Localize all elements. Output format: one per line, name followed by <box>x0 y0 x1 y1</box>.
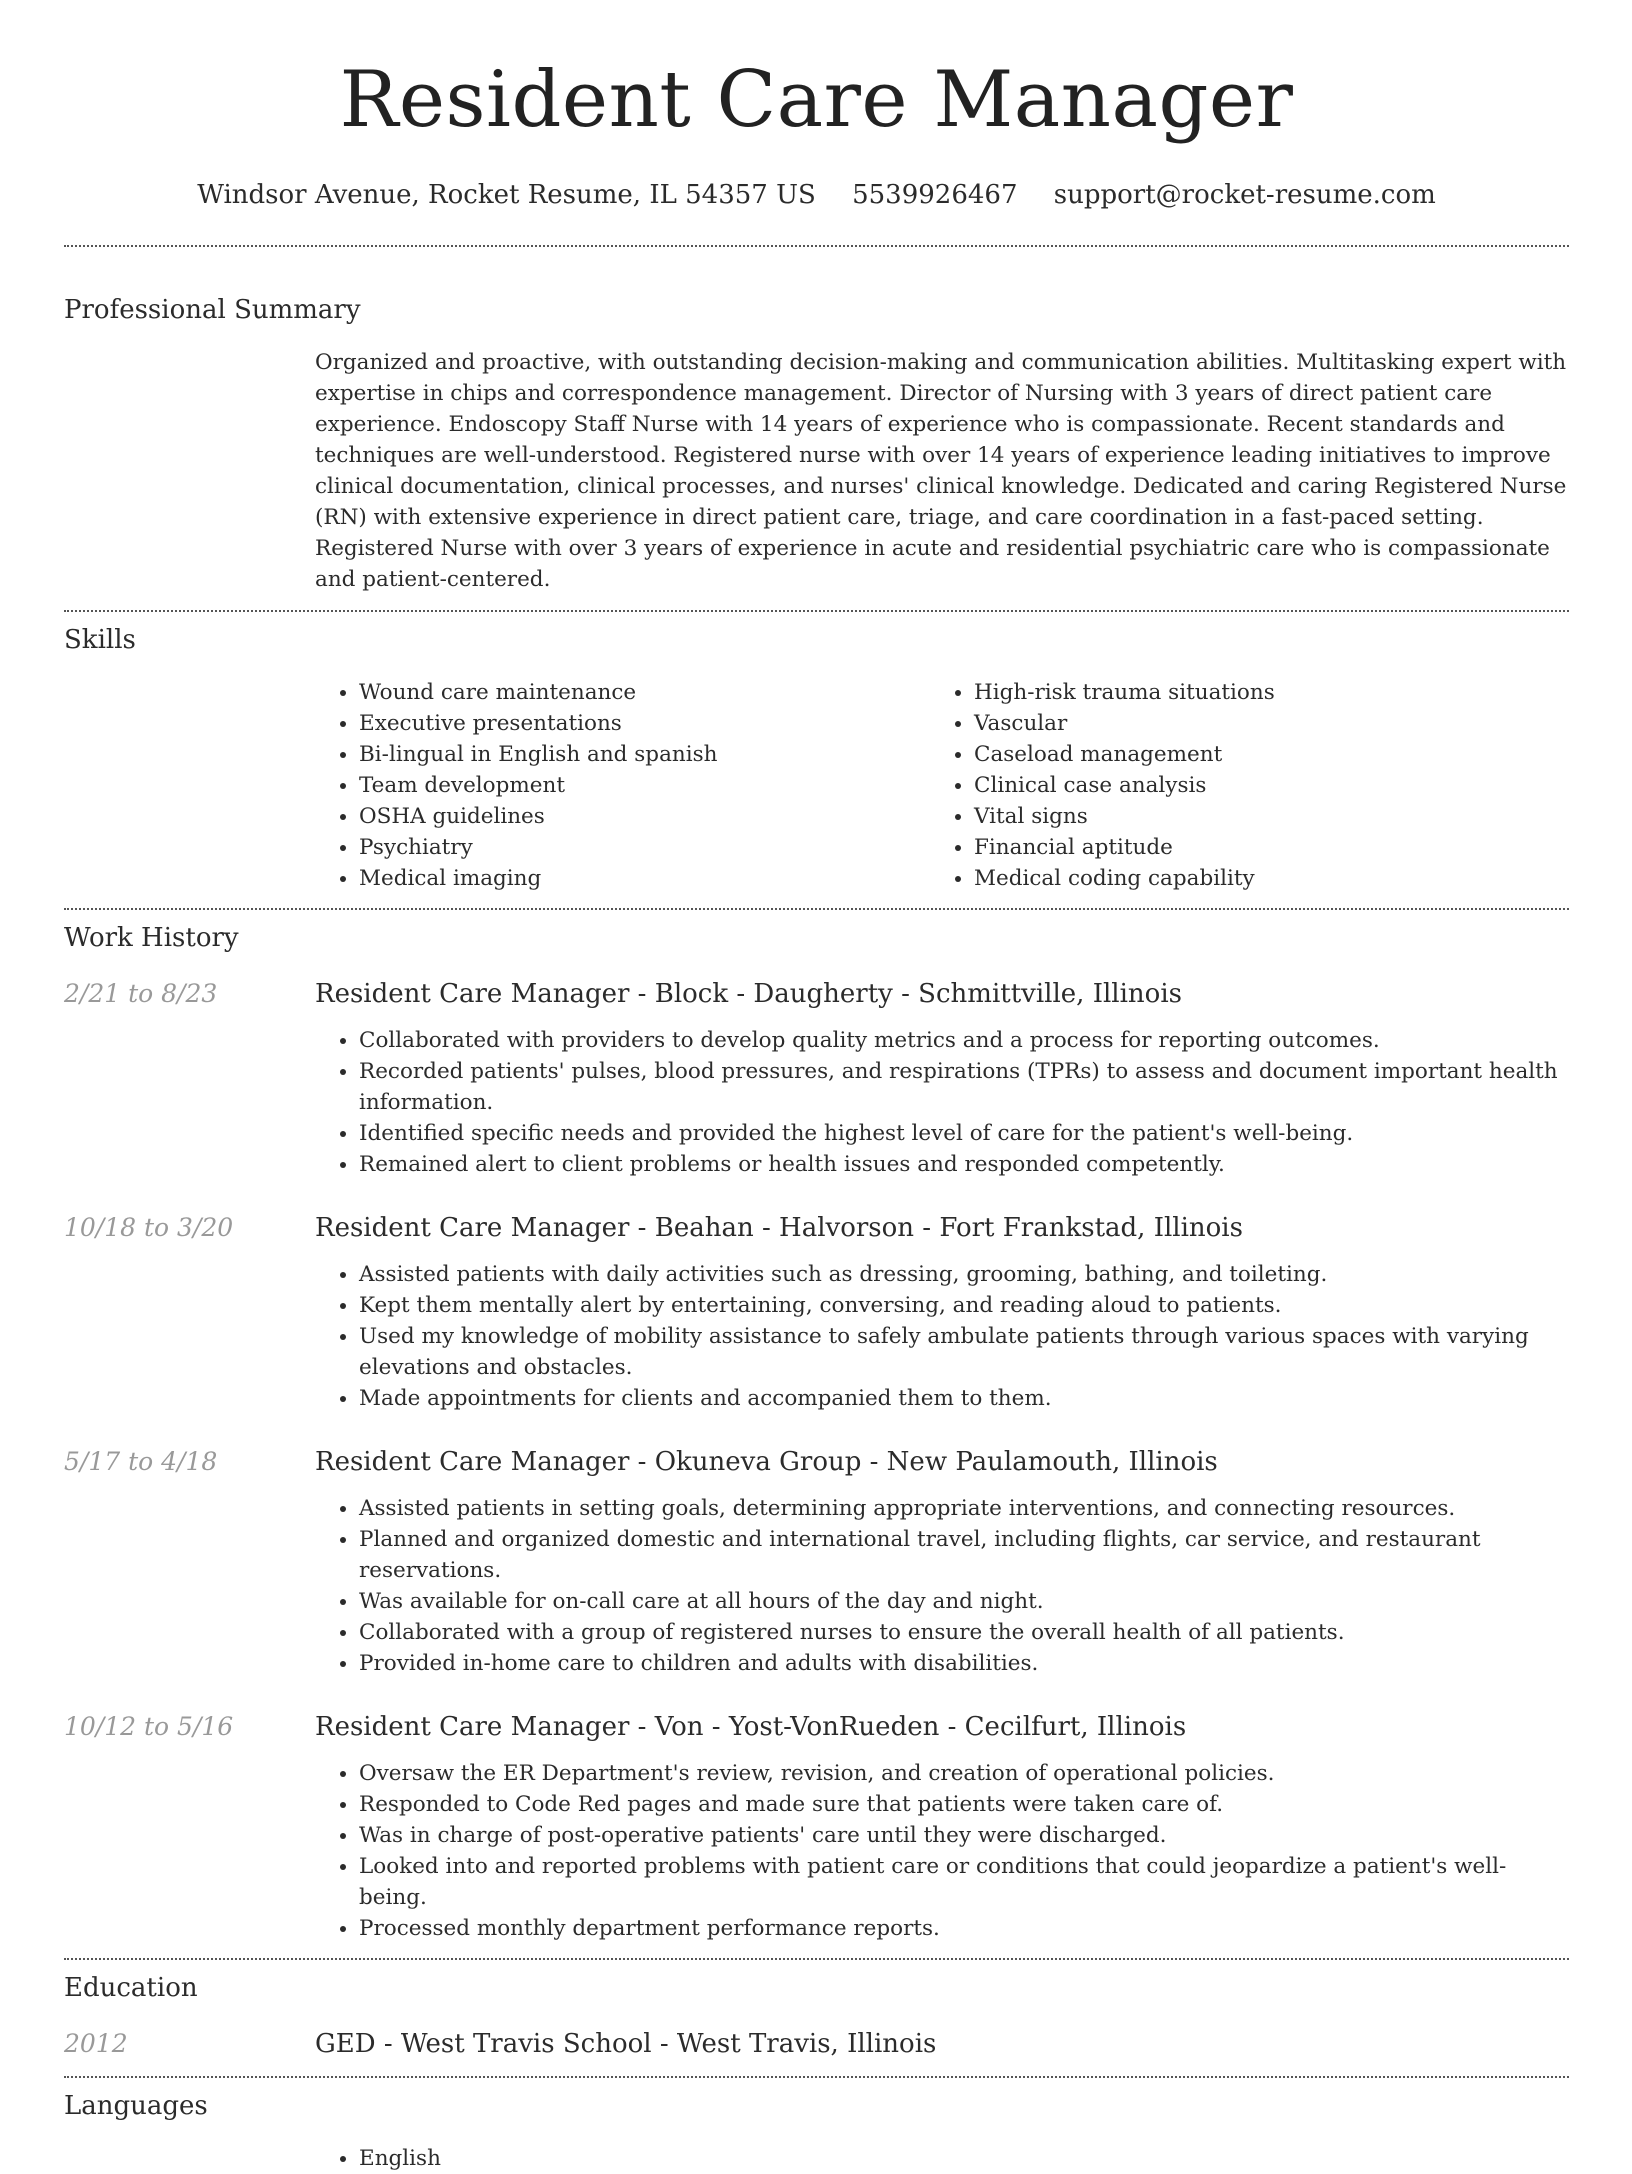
job-bullet: • Was in charge of post-operative patients' care until they were discharged. <box>359 1820 1569 1851</box>
job-bullet: • Identified specific needs and provided the highest level of care for the patient's well-being. <box>359 1118 1569 1149</box>
skill-item: • Psychiatry <box>359 832 930 863</box>
work-section <box>64 910 1569 1958</box>
job-bullet: • Remained alert to client problems or health issues and responded competently. <box>359 1149 1569 1180</box>
job-bullet: • Assisted patients with daily activities such as dressing, grooming, bathing, and toileting. <box>359 1259 1569 1290</box>
job-bullet: • Used my knowledge of mobility assistance to safely ambulate patients through various spaces with varying elevations and obstacles. <box>359 1321 1569 1383</box>
skills-grid <box>315 677 1569 908</box>
skill-item: • Bi-lingual in English and spanish <box>359 739 930 770</box>
skill-item: • Vital signs <box>974 801 1569 832</box>
job-bullets <box>315 1493 1569 1679</box>
skill-item: • Caseload management <box>974 739 1569 770</box>
job-entry <box>64 1710 1569 1958</box>
job-title: Resident Care Manager - Okuneva Group - New Paulamouth, Illinois <box>315 1447 1218 1477</box>
education-date: 2012 <box>64 2029 128 2058</box>
job-title: Resident Care Manager - Beahan - Halvorson - Fort Frankstad, Illinois <box>315 1213 1243 1243</box>
candidate-name: Resident Care Manager <box>339 55 1294 145</box>
job-bullets <box>315 1025 1569 1180</box>
skill-item: • Clinical case analysis <box>974 770 1569 801</box>
job-bullet: • Collaborated with providers to develop quality metrics and a process for reporting outcomes. <box>359 1025 1569 1056</box>
job-bullet: • Kept them mentally alert by entertaining, conversing, and reading aloud to patients. <box>359 1290 1569 1321</box>
languages-list <box>315 2143 1569 2174</box>
job-entry <box>64 1211 1569 1414</box>
contact-line <box>64 178 1569 212</box>
job-bullets <box>315 1259 1569 1414</box>
skill-item: • Team development <box>359 770 930 801</box>
contact-address: Windsor Avenue, Rocket Resume, IL 54357 US <box>197 180 816 210</box>
education-entry <box>64 2027 1569 2076</box>
education-section <box>64 1960 1569 2076</box>
skill-item: • Vascular <box>974 708 1569 739</box>
skills-list-left <box>315 677 930 894</box>
job-bullet: • Responded to Code Red pages and made sure that patients were taken care of. <box>359 1789 1569 1820</box>
job-date: 10/12 to 5/16 <box>64 1712 234 1741</box>
languages-heading: Languages <box>64 2091 208 2121</box>
summary-section <box>64 247 1569 610</box>
skills-section <box>64 612 1569 908</box>
skills-heading: Skills <box>64 625 136 655</box>
skill-item: • Financial aptitude <box>974 832 1569 863</box>
job-title: Resident Care Manager - Von - Yost-VonRueden - Cecilfurt, Illinois <box>315 1712 1187 1742</box>
summary-heading: Professional Summary <box>64 295 361 325</box>
job-bullet: • Collaborated with a group of registered nurses to ensure the overall health of all patients. <box>359 1617 1569 1648</box>
skills-list-right <box>930 677 1569 894</box>
job-bullet: • Provided in-home care to children and adults with disabilities. <box>359 1648 1569 1679</box>
summary-text: Organized and proactive, with outstanding decision-making and communication abilities. Multitasking expert with expertise in chips and correspondence management. Director of Nursing with 3 years of direct patient care experience. Endoscopy Staff Nurse with 14 years of experience who is compassionate. Recent standards and techniques are well-understood. Registered nurse with over 14 years of experience leading initiatives to improve clinical documentation, clinical processes, and nurses' clinical knowledge. Dedicated and caring Registered Nurse (RN) with extensive experience in direct patient care, triage, and care coordination in a fast-paced setting. Registered Nurse with over 3 years of experience in acute and residential psychiatric care who is compassionate and patient-centered. <box>315 350 1567 592</box>
job-entry <box>64 977 1569 1180</box>
skill-item: • Medical imaging <box>359 863 930 894</box>
job-date: 10/18 to 3/20 <box>64 1213 234 1242</box>
skill-item: • Medical coding capability <box>974 863 1569 894</box>
work-heading: Work History <box>64 923 239 953</box>
job-entry <box>64 1445 1569 1679</box>
contact-phone: 5539926467 <box>852 180 1018 210</box>
job-bullet: • Was available for on-call care at all hours of the day and night. <box>359 1586 1569 1617</box>
education-degree: GED - West Travis School - West Travis, Illinois <box>315 2029 937 2059</box>
job-date: 2/21 to 8/23 <box>64 979 218 1008</box>
resume-page <box>64 0 1569 2174</box>
job-bullet: • Processed monthly department performance reports. <box>359 1913 1569 1944</box>
education-heading: Education <box>64 1973 198 2003</box>
job-bullet: • Oversaw the ER Department's review, revision, and creation of operational policies. <box>359 1758 1569 1789</box>
skill-item: • OSHA guidelines <box>359 801 930 832</box>
skill-item: • High-risk trauma situations <box>974 677 1569 708</box>
languages-section <box>64 2078 1569 2174</box>
job-bullet: • Recorded patients' pulses, blood pressures, and respirations (TPRs) to assess and document important health information. <box>359 1056 1569 1118</box>
skill-item: • Executive presentations <box>359 708 930 739</box>
language-item: • English <box>359 2143 1569 2174</box>
job-title: Resident Care Manager - Block - Daugherty - Schmittville, Illinois <box>315 979 1182 1009</box>
contact-email: support@rocket-resume.com <box>1053 180 1436 210</box>
job-bullet: • Planned and organized domestic and international travel, including flights, car service, and restaurant reservations. <box>359 1524 1569 1586</box>
job-bullet: • Assisted patients in setting goals, determining appropriate interventions, and connecting resources. <box>359 1493 1569 1524</box>
job-bullet: • Looked into and reported problems with patient care or conditions that could jeopardize a patient's well-being. <box>359 1851 1569 1913</box>
job-bullets <box>315 1758 1569 1944</box>
skill-item: • Wound care maintenance <box>359 677 930 708</box>
job-date: 5/17 to 4/18 <box>64 1447 218 1476</box>
job-bullet: • Made appointments for clients and accompanied them to them. <box>359 1383 1569 1414</box>
